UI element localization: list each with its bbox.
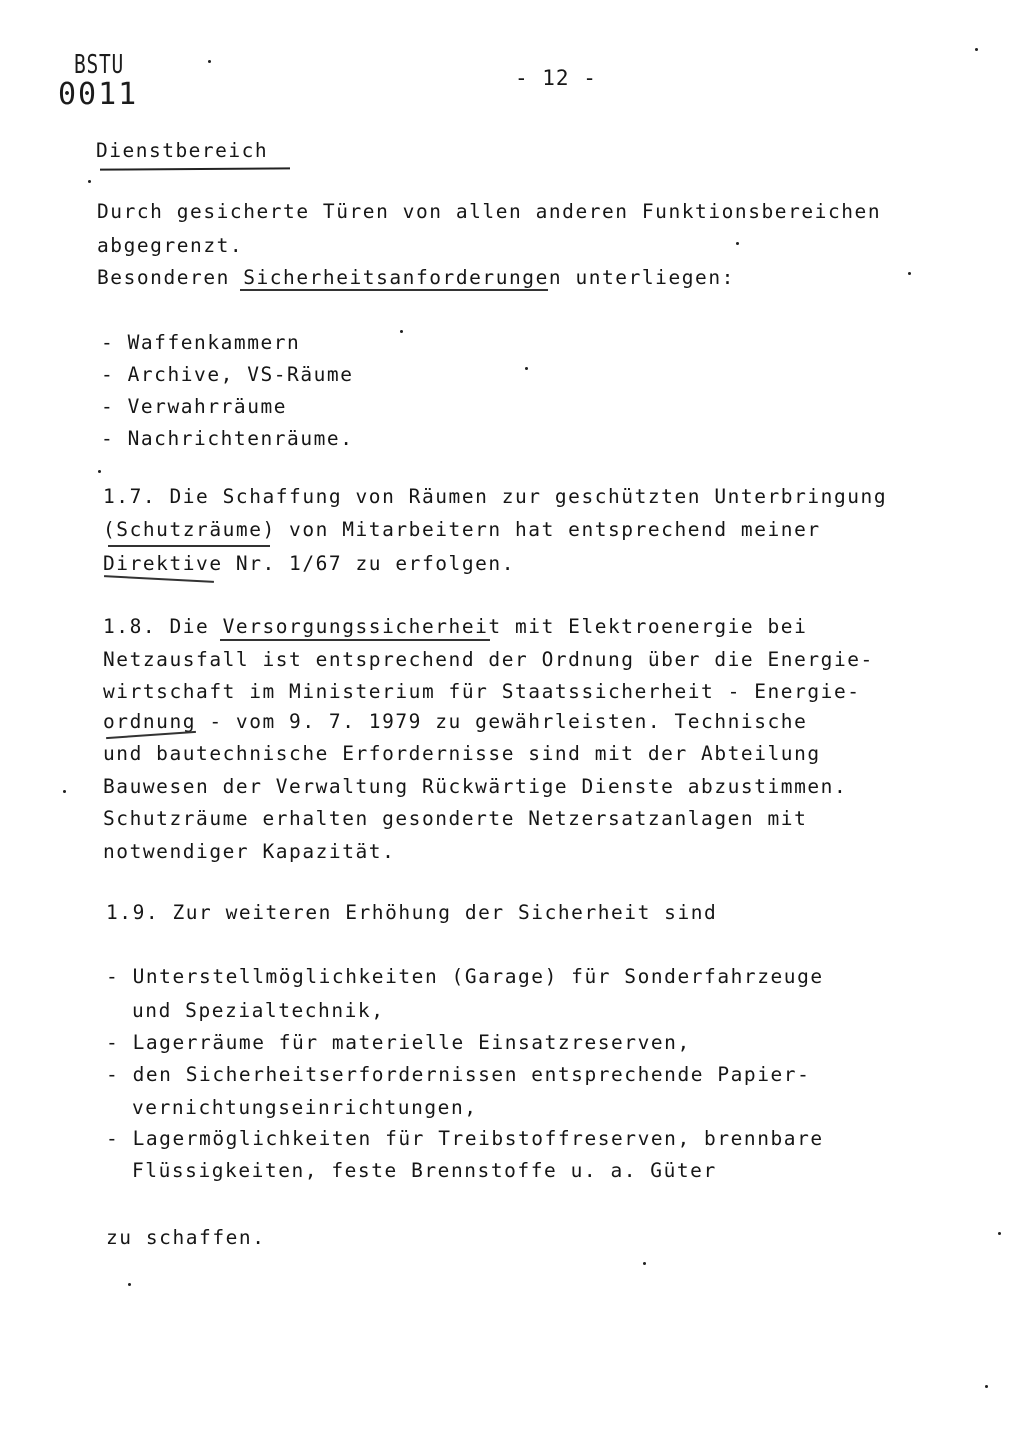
list-item: - Archive, VS-Räume [101, 363, 354, 386]
scan-speck [128, 1283, 131, 1286]
handwritten-underline [240, 289, 548, 291]
text-line: wirtschaft im Ministerium für Staatssicherheit - Energie- [103, 680, 861, 703]
list-item-continuation: vernichtungseinrichtungen, [132, 1096, 478, 1119]
text-line: Netzausfall ist entsprechend der Ordnung über die Energie- [103, 648, 874, 671]
handwritten-underline [104, 575, 214, 582]
scan-speck [208, 60, 211, 63]
scan-speck [63, 790, 66, 793]
list-item-continuation: und Spezialtechnik, [132, 999, 385, 1022]
text-line: Bauwesen der Verwaltung Rückwärtige Dienste abzustimmen. [103, 775, 848, 798]
text-line: Direktive Nr. 1/67 zu erfolgen. [103, 552, 515, 575]
heading-underline [100, 167, 290, 170]
scan-speck [88, 180, 91, 183]
text-line: Besonderen Sicherheitsanforderungen unterliegen: [97, 266, 735, 289]
text-line: und bautechnische Erfordernisse sind mit der Abteilung [103, 742, 821, 765]
scan-speck [985, 1385, 988, 1388]
handwritten-underline [108, 545, 270, 547]
text-line: (Schutzräume) von Mitarbeitern hat entsprechend meiner [103, 518, 821, 541]
scan-speck [975, 48, 978, 51]
list-item: - Lagermöglichkeiten für Treibstoffreserven, brennbare [106, 1127, 824, 1150]
text-line: 1.7. Die Schaffung von Räumen zur geschützten Unterbringung [103, 485, 888, 508]
scan-speck [998, 1232, 1001, 1235]
scan-speck [908, 272, 911, 275]
text-line: 1.8. Die Versorgungssicherheit mit Elektroenergie bei [103, 615, 808, 638]
text-line: ordnung - vom 9. 7. 1979 zu gewährleisten. Technische [103, 710, 808, 733]
list-item: - Verwahrräume [101, 395, 288, 418]
scan-speck [98, 470, 101, 473]
list-item: - Lagerräume für materielle Einsatzreserven, [106, 1031, 691, 1054]
scan-speck [736, 242, 739, 245]
section-heading: Dienstbereich [96, 139, 269, 162]
stamp-archive: BSTU [74, 50, 124, 80]
text-line: notwendiger Kapazität. [103, 840, 396, 863]
page-number: - 12 - [515, 66, 597, 90]
text-line: 1.9. Zur weiteren Erhöhung der Sicherheit sind [106, 901, 718, 924]
text-line: Schutzräume erhalten gesonderte Netzersatzanlagen mit [103, 807, 808, 830]
text-line: Durch gesicherte Türen von allen anderen Funktionsbereichen [97, 200, 882, 223]
scan-speck [400, 330, 403, 333]
list-item-continuation: Flüssigkeiten, feste Brennstoffe u. a. Güter [132, 1159, 717, 1182]
text-line: abgegrenzt. [97, 234, 244, 257]
scan-speck [643, 1262, 646, 1265]
list-item: - Unterstellmöglichkeiten (Garage) für Sonderfahrzeuge [106, 965, 824, 988]
stamp-number: 0011 [58, 77, 139, 112]
handwritten-underline [220, 639, 490, 641]
closing-line: zu schaffen. [106, 1226, 266, 1249]
list-item: - Waffenkammern [101, 331, 301, 354]
archive-stamp [58, 52, 141, 110]
scan-speck [525, 367, 528, 370]
list-item: - Nachrichtenräume. [101, 427, 354, 450]
list-item: - den Sicherheitserfordernissen entsprechende Papier- [106, 1063, 811, 1086]
